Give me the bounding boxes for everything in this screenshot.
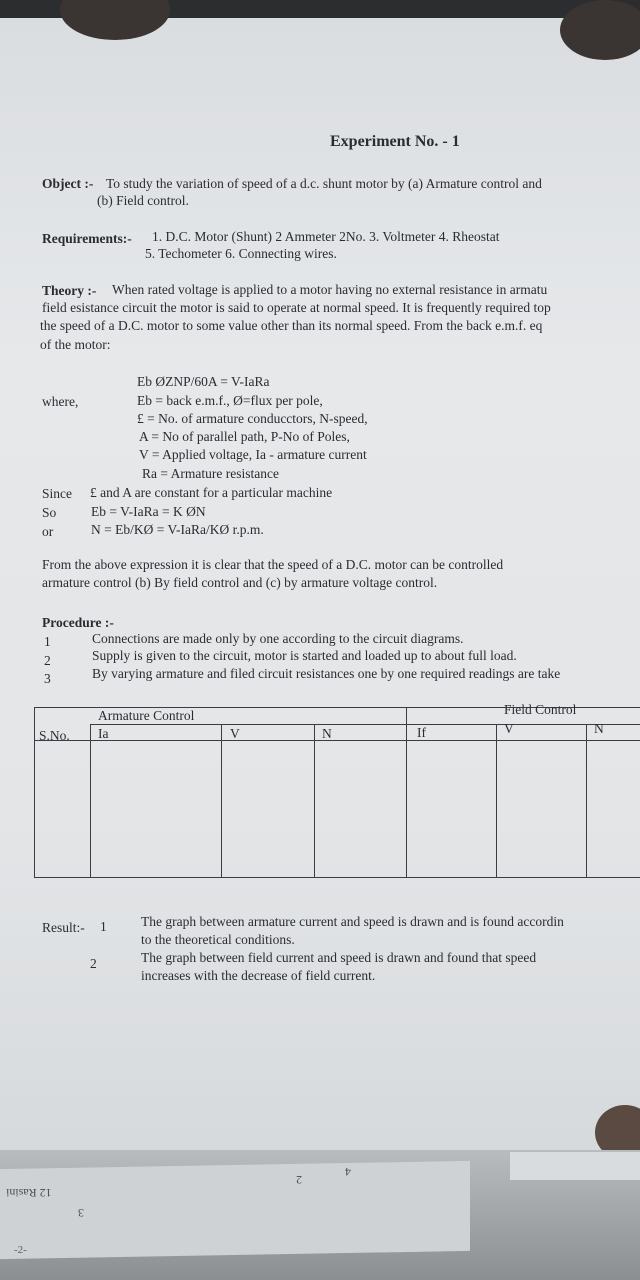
requirements-label: Requirements:- [42, 231, 132, 246]
so-text: Eb = V-IaRa = K ØN [91, 504, 206, 519]
requirements-line-2: 5. Techometer 6. Connecting wires. [145, 246, 337, 261]
definition-3: A = No of parallel path, P-No of Poles, [139, 429, 350, 444]
or-text: N = Eb/KØ = V-IaRa/KØ r.p.m. [91, 522, 264, 537]
procedure-step-num: 3 [44, 671, 51, 686]
result-line: The graph between armature current and speed is drawn and is found accordin [141, 914, 564, 929]
result-num: 1 [100, 919, 107, 934]
theory-line-4: of the motor: [40, 337, 111, 352]
theory-line-3: the speed of a D.C. motor to some value other than its normal speed. From the back e.m.f. eq [40, 318, 543, 333]
table-header-n: N [322, 726, 332, 741]
result-line: The graph between field current and speed is drawn and found that speed [141, 950, 537, 965]
procedure-step-text: Connections are made only by one according to the circuit diagrams. [92, 631, 464, 646]
table-col-divider [496, 724, 497, 878]
table-col-divider [406, 707, 407, 878]
underlying-num: -2- [14, 1244, 27, 1256]
result-label: Result:- [42, 920, 85, 935]
table-group-field: Field Control [504, 702, 577, 717]
table-group-divider [90, 724, 640, 725]
procedure-step-num: 1 [44, 634, 51, 649]
procedure-label: Procedure :- [42, 615, 114, 630]
table-col-divider [586, 724, 587, 878]
definition-4: V = Applied voltage, Ia - armature current [139, 447, 367, 462]
readings-table [34, 702, 640, 878]
definition-1: Eb = back e.m.f., Ø=flux per pole, [137, 393, 323, 408]
object-line-1: To study the variation of speed of a d.c. shunt motor by (a) Armature control and [106, 176, 542, 191]
so-label: So [42, 505, 57, 520]
object-line-2: (b) Field control. [97, 193, 189, 208]
since-label: Since [42, 486, 72, 501]
where-label: where, [42, 394, 79, 409]
table-header-n2: N [594, 721, 604, 736]
table-header-divider [34, 740, 640, 741]
result-line: increases with the decrease of field current. [141, 968, 376, 983]
since-text: £ and A are constant for a particular machine [90, 485, 333, 500]
conclusion-line-2: armature control (b) By field control and (c) by armature voltage control. [42, 575, 438, 590]
underlying-sheet-right [510, 1152, 640, 1180]
table-border-bottom [34, 877, 640, 878]
theory-label: Theory :- [42, 283, 97, 298]
table-header-v: V [230, 726, 240, 741]
or-label: or [42, 524, 54, 539]
underlying-sheet [0, 1161, 470, 1259]
table-col-divider [221, 724, 222, 878]
table-col-divider [90, 724, 91, 878]
table-header-ia: Ia [98, 726, 109, 741]
table-border-left [34, 707, 35, 878]
procedure-step-text: Supply is given to the circuit, motor is started and loaded up to about full load. [92, 648, 517, 663]
requirements-line-1: 1. D.C. Motor (Shunt) 2 Ammeter 2No. 3. Voltmeter 4. Rheostat [152, 229, 500, 244]
table-group-armature: Armature Control [98, 708, 195, 723]
underlying-num: 4 [345, 1165, 351, 1179]
procedure-step-num: 2 [44, 653, 51, 668]
theory-line-2: field esistance circuit the motor is said to operate at normal speed. It is frequently required top [42, 300, 551, 315]
table-header-v2: V [504, 721, 514, 736]
underlying-num: 2 [296, 1173, 302, 1187]
result-num: 2 [90, 956, 97, 971]
conclusion-line-1: From the above expression it is clear that the speed of a D.C. motor can be controlled [42, 557, 504, 572]
definition-2: £ = No. of armature conducctors, N-speed, [137, 411, 368, 426]
object-label: Object :- [42, 176, 94, 191]
result-line: to the theoretical conditions. [141, 932, 295, 947]
definition-5: Ra = Armature resistance [142, 466, 279, 481]
table-header-if: If [417, 725, 426, 740]
table-col-divider [314, 724, 315, 878]
underlying-num: 3 [78, 1206, 84, 1220]
finger-top-right [560, 0, 640, 60]
theory-line-1: When rated voltage is applied to a motor having no external resistance in armatu [112, 282, 548, 297]
equation-back-emf: Eb ØZNP/60A = V-IaRa [137, 374, 270, 389]
underlying-page-label: 12 Rasini [6, 1186, 52, 1200]
table-header-sno: S.No. [39, 728, 70, 743]
procedure-step-text: By varying armature and filed circuit resistances one by one required readings are take [92, 666, 561, 681]
experiment-title: Experiment No. - 1 [330, 133, 460, 150]
